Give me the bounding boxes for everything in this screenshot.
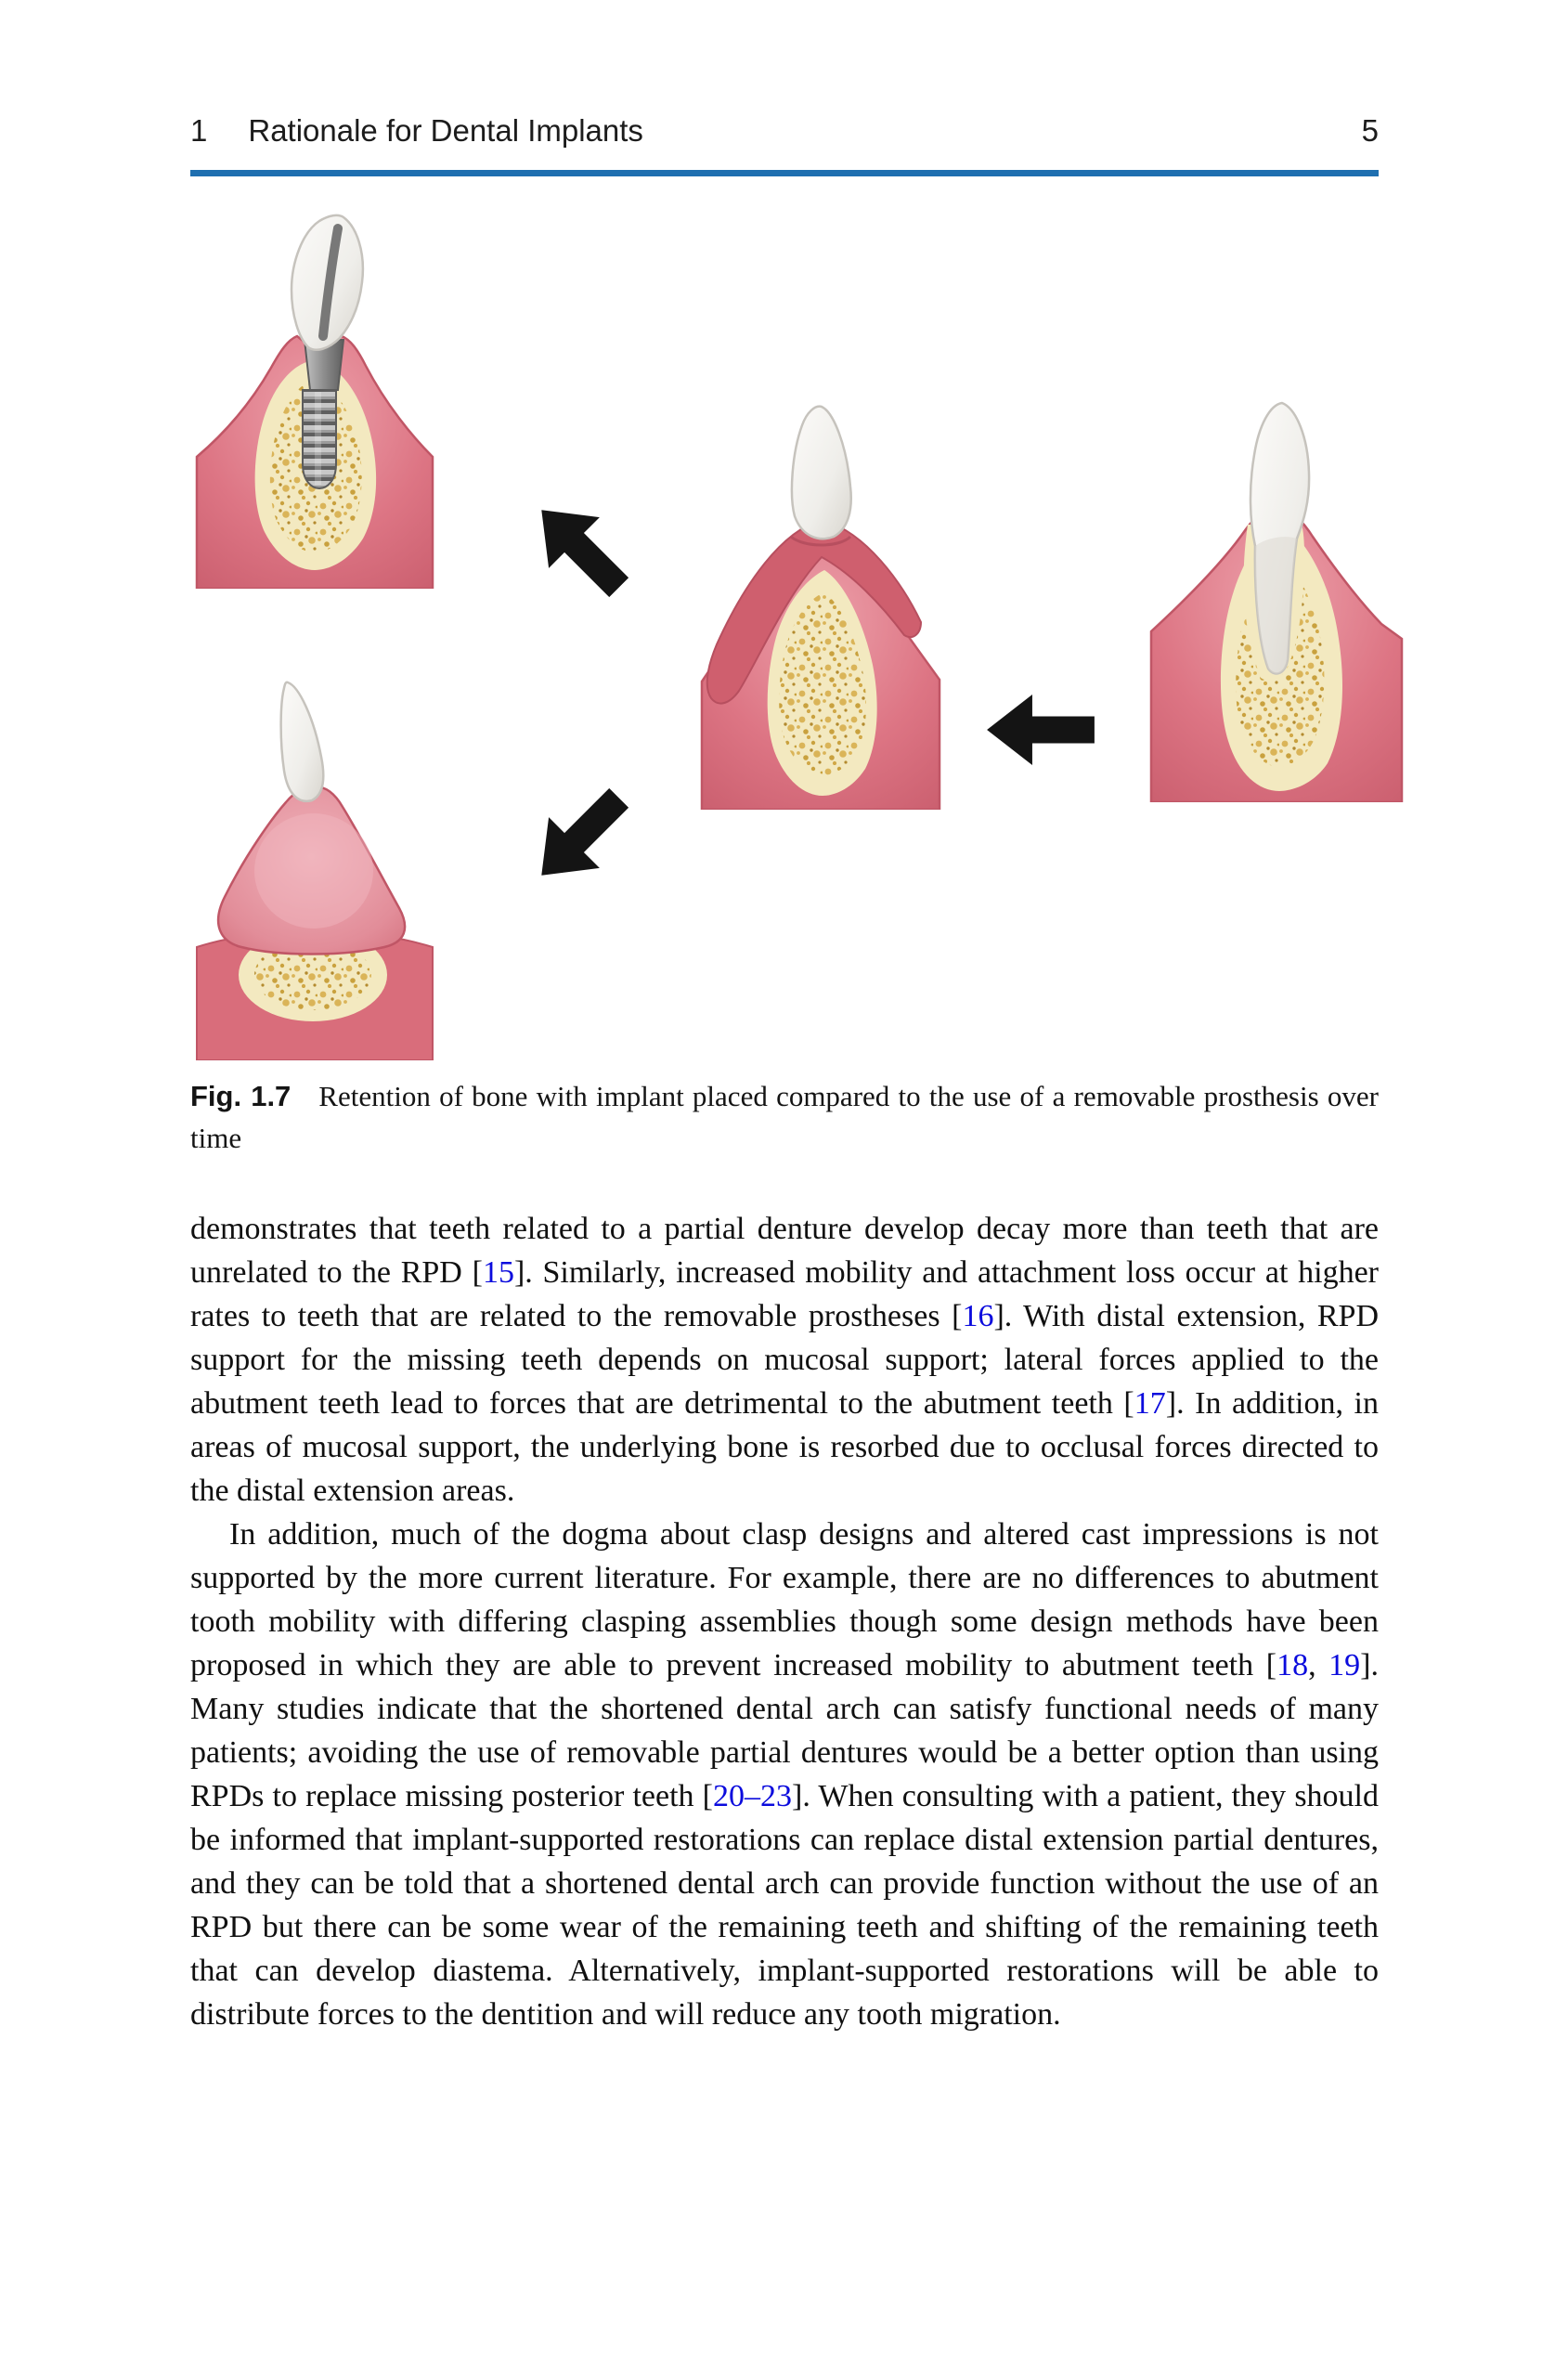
figure-caption-text: Retention of bone with implant placed compared to the use of a removable prosthesis over time bbox=[190, 1080, 1379, 1154]
implant-highlight bbox=[315, 392, 321, 485]
text-run: In addition, much of the dogma about clasp designs and altered cast impressions is not supported by the more current literature. For example, there are no differences to abutment tooth mobility with differing clasping assemblies though some design methods have been proposed in which they are able to prevent increased mobility to abutment teeth [ bbox=[190, 1517, 1379, 1682]
missing-tooth-illustration bbox=[693, 401, 949, 810]
chapter-title: Rationale for Dental Implants bbox=[248, 113, 643, 148]
resorbed-ridge-illustration bbox=[188, 676, 442, 1060]
citation-link[interactable]: 19 bbox=[1328, 1648, 1361, 1682]
citation-link[interactable]: 16 bbox=[962, 1299, 994, 1333]
arrow-down-left-icon bbox=[516, 773, 645, 902]
arrow-left-icon bbox=[986, 695, 1095, 765]
denture-tooth bbox=[281, 682, 324, 801]
text-run: , bbox=[1308, 1648, 1329, 1682]
text-run: ]. Many studies indicate that the shortened dental arch can satisfy functional needs of many patients; avoiding the use of removable partial dentures would be a better option than using RPDs to replace missing posterior teeth [ bbox=[190, 1648, 1379, 1813]
page-number: 5 bbox=[1361, 113, 1379, 148]
mound-highlight bbox=[254, 813, 373, 929]
figure-caption-label: Fig. 1.7 bbox=[190, 1080, 292, 1112]
text-run: ]. In addition, in areas of mucosal support, the underlying bone is resorbed due to occlusal forces directed to the distal extension areas. bbox=[190, 1386, 1379, 1508]
body-text bbox=[190, 1207, 1379, 2036]
natural-tooth-illustration bbox=[1149, 399, 1404, 802]
citation-link[interactable]: 17 bbox=[1134, 1386, 1166, 1421]
citation-link[interactable]: 20–23 bbox=[713, 1779, 793, 1813]
text-run: demonstrates that teeth related to a partial denture develop decay more than teeth that are unrelated to the RPD [ bbox=[190, 1212, 1379, 1290]
arrow-up-left-icon bbox=[516, 485, 645, 614]
text-run: ]. When consulting with a patient, they should be informed that implant-supported restorations can replace distal extension partial dentures, and they can be told that a shortened dental arch can provide function without the use of an RPD but there can be some wear of the remaining teeth and shifting of the remaining teeth that can develop diastema. Alternatively, implant-supported restorations will be able to distribute forces to the dentition and will reduce any tooth migration. bbox=[190, 1779, 1379, 2032]
text-run: ]. With distal extension, RPD support for the missing teeth depends on mucosal support; lateral forces applied to the abutment teeth lead to forces that are detrimental to the abutment teeth [ bbox=[190, 1299, 1379, 1421]
figure-caption bbox=[190, 1075, 1379, 1159]
chapter-number: 1 bbox=[190, 113, 208, 148]
citation-link[interactable]: 15 bbox=[482, 1255, 514, 1290]
citation-link[interactable]: 18 bbox=[1276, 1648, 1309, 1682]
pontic-tooth bbox=[792, 407, 851, 539]
text-run: ]. Similarly, increased mobility and attachment loss occur at higher rates to teeth that are related to the removable prostheses [ bbox=[190, 1255, 1379, 1333]
paragraph bbox=[190, 1207, 1379, 1513]
paragraph bbox=[190, 1513, 1379, 2036]
implant-illustration bbox=[188, 214, 442, 589]
